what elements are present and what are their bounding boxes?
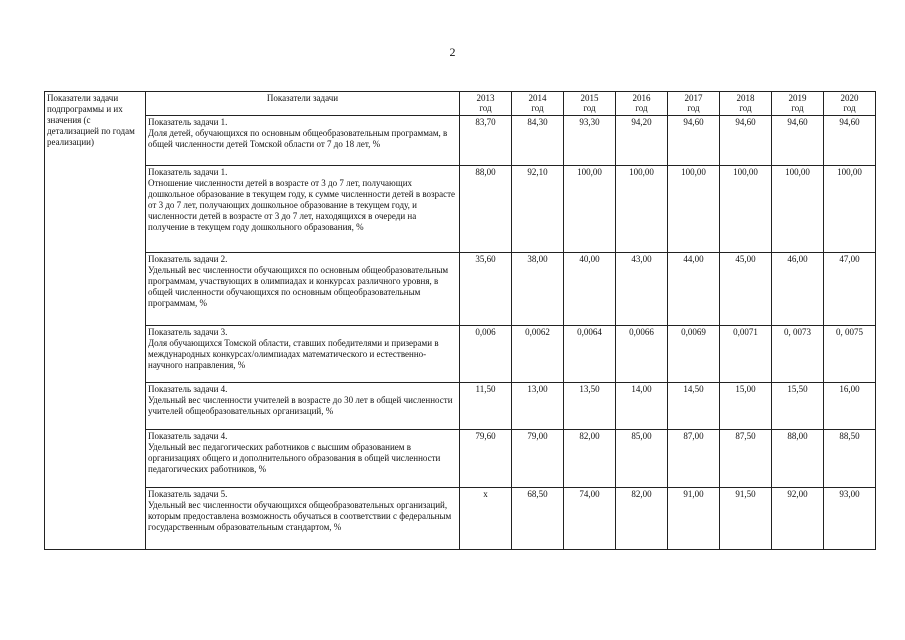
value-cell: 47,00 (824, 253, 876, 326)
value-cell: 88,50 (824, 430, 876, 488)
indicator-description: Доля обучающихся Томской области, ставших победителями и призерами в международных конкурсах/олимпиадах математического и естественно-научного направления, % (148, 338, 439, 370)
value-cell: 88,00 (460, 166, 512, 253)
value-cell: 0,006 (460, 326, 512, 383)
table-row (45, 166, 876, 253)
indicator-description: Удельный вес педагогических работников с высшим образованием в организациях общего и дополнительного образования в общей численности педагогических работников, % (148, 442, 441, 474)
indicator-column-header: Показатели задачи (146, 92, 460, 116)
value-cell: 0, 0075 (824, 326, 876, 383)
indicator-title: Показатель задачи 4. (148, 431, 228, 441)
year-header: 2020 год (824, 92, 876, 116)
year-header: 2019 год (772, 92, 824, 116)
value-cell: 93,30 (564, 116, 616, 166)
indicator-title: Показатель задачи 4. (148, 384, 228, 394)
value-cell: x (460, 488, 512, 550)
year-header: 2015 год (564, 92, 616, 116)
value-cell: 0,0071 (720, 326, 772, 383)
value-cell: 0,0062 (512, 326, 564, 383)
year-header: 2014 год (512, 92, 564, 116)
indicator-cell (146, 253, 460, 326)
value-cell: 79,00 (512, 430, 564, 488)
value-cell: 16,00 (824, 383, 876, 430)
table-row (45, 116, 876, 166)
value-cell: 0,0069 (668, 326, 720, 383)
table-header-row (45, 92, 876, 116)
indicator-description: Удельный вес численности учителей в возрасте до 30 лет в общей численности учителей общеобразовательных организаций, % (148, 395, 453, 416)
year-header: 2016 год (616, 92, 668, 116)
table-row (45, 383, 876, 430)
value-cell: 94,60 (772, 116, 824, 166)
value-cell: 79,60 (460, 430, 512, 488)
value-cell: 0,0064 (564, 326, 616, 383)
value-cell: 87,50 (720, 430, 772, 488)
indicator-title: Показатель задачи 2. (148, 254, 228, 264)
value-cell: 0, 0073 (772, 326, 824, 383)
indicator-title: Показатель задачи 1. (148, 117, 228, 127)
indicator-description: Удельный вес численности обучающихся по основным общеобразовательным программам, участвующих в олимпиадах и конкурсах различного уровня, в общей численности обучающихся по основным общеобразовательным программам, % (148, 265, 449, 308)
indicator-description: Удельный вес численности обучающихся общеобразовательных организаций, которым предоставлена возможность обучаться в соответствии с федеральным государственным образовательным стандартом, % (148, 500, 452, 532)
value-cell: 15,50 (772, 383, 824, 430)
year-header: 2017 год (668, 92, 720, 116)
value-cell: 100,00 (616, 166, 668, 253)
table-row (45, 326, 876, 383)
indicator-cell (146, 166, 460, 253)
value-cell: 83,70 (460, 116, 512, 166)
table-row (45, 488, 876, 550)
indicator-title: Показатель задачи 3. (148, 327, 228, 337)
value-cell: 88,00 (772, 430, 824, 488)
value-cell: 14,50 (668, 383, 720, 430)
value-cell: 93,00 (824, 488, 876, 550)
value-cell: 82,00 (564, 430, 616, 488)
value-cell: 44,00 (668, 253, 720, 326)
page-number: 2 (449, 45, 456, 59)
value-cell: 100,00 (668, 166, 720, 253)
year-header: 2013 год (460, 92, 512, 116)
indicator-cell (146, 430, 460, 488)
value-cell: 68,50 (512, 488, 564, 550)
indicator-cell (146, 326, 460, 383)
table-row (45, 253, 876, 326)
value-cell: 85,00 (616, 430, 668, 488)
value-cell: 94,60 (720, 116, 772, 166)
value-cell: 13,00 (512, 383, 564, 430)
value-cell: 92,00 (772, 488, 824, 550)
value-cell: 74,00 (564, 488, 616, 550)
value-cell: 38,00 (512, 253, 564, 326)
indicator-description: Доля детей, обучающихся по основным общеобразовательным программам, в общей численности детей Томской области от 7 до 18 лет, % (148, 128, 448, 149)
value-cell: 91,50 (720, 488, 772, 550)
value-cell: 100,00 (824, 166, 876, 253)
value-cell: 91,00 (668, 488, 720, 550)
indicator-cell (146, 116, 460, 166)
value-cell: 100,00 (720, 166, 772, 253)
value-cell: 43,00 (616, 253, 668, 326)
indicator-cell (146, 383, 460, 430)
value-cell: 87,00 (668, 430, 720, 488)
value-cell: 0,0066 (616, 326, 668, 383)
value-cell: 40,00 (564, 253, 616, 326)
value-cell: 46,00 (772, 253, 824, 326)
value-cell: 94,60 (824, 116, 876, 166)
table-row (45, 430, 876, 488)
value-cell: 13,50 (564, 383, 616, 430)
indicators-table (44, 91, 876, 550)
indicator-title: Показатель задачи 1. (148, 167, 228, 177)
value-cell: 94,60 (668, 116, 720, 166)
indicator-cell (146, 488, 460, 550)
value-cell: 92,10 (512, 166, 564, 253)
value-cell: 94,20 (616, 116, 668, 166)
left-column-label: Показатели задачи подпрограммы и их значения (с детализацией по годам реализации) (45, 92, 146, 550)
value-cell: 14,00 (616, 383, 668, 430)
value-cell: 15,00 (720, 383, 772, 430)
value-cell: 35,60 (460, 253, 512, 326)
value-cell: 100,00 (772, 166, 824, 253)
indicator-description: Отношение численности детей в возрасте от 3 до 7 лет, получающих дошкольное образование в текущем году, к сумме численности детей в возрасте от 3 до 7 лет, получающих дошкольное образование в текущем году, и численности детей в возрасте от 3 до 7 лет, находящихся в очереди на получение в текущем году дошкольного образования, % (148, 178, 455, 232)
indicator-title: Показатель задачи 5. (148, 489, 228, 499)
value-cell: 82,00 (616, 488, 668, 550)
value-cell: 84,30 (512, 116, 564, 166)
year-header: 2018 год (720, 92, 772, 116)
value-cell: 45,00 (720, 253, 772, 326)
value-cell: 11,50 (460, 383, 512, 430)
value-cell: 100,00 (564, 166, 616, 253)
